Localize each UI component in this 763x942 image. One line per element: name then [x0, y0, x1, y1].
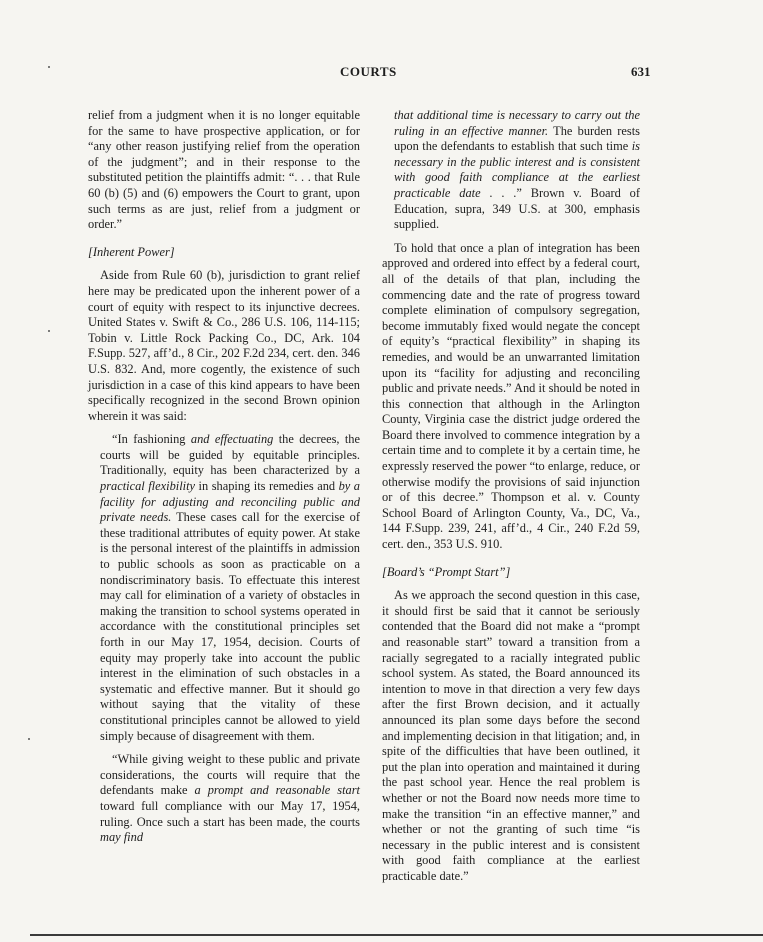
paragraph-practical-flexibility: To hold that once a plan of integration has been approved and ordered into effect by a federal court, all of the details of that plan, including the commencing date and the rate of progress toward complete elimination of compulsory segregation, become immutably fixed would negate the concept of equity’s “practical flexibility” in shaping its remedies, and would be an unwarranted limitation upon its “facility for adjusting and reconciling public and private needs.” And it should be noted in this connection that although in the Arlington County, Virginia case the district judge ordered the Board there involved to commence integration by a certain time and to complete it by a certain time, he expressly reserved the power “to enlarge, reduce, or otherwise modify the provisions of said injunction or of this decree.” Thompson et al. v. County School Board of Arlington County, Va., DC, Va., 144 F.Supp. 239, 241, aff’d., 4 Cir., 240 F.2d 59, cert. den., 353 U.S. 910. [382, 240, 640, 552]
paragraph-second-question: As we approach the second question in this case, it should first be said that it cannot be seriously contended that the Board did not make a “prompt and reasonable start” toward a transition from a racially segregated to a racially integrated public school system. As stated, the Board announced its intention to move in that direction a very few days after the first Brown decision, and it actually announced its plan some days before the second and implementing decision in that litigation; and, in spite of the difficulties that have been outlined, it put the plan into operation and maintained it during the past school year. Hence the real problem is whether or not the Board now needs more time to make the transition “in an effective manner,” and whether or not the granting of such time “is necessary in the public interest and is consistent with good faith compliance at the earliest practicable date.” [382, 588, 640, 883]
right-column [382, 108, 640, 885]
block-quote-prompt-start: “While giving weight to these public and private considerations, the courts will require that the defendants make a prompt and reasonable start toward full compliance with our May 17, 1954, ruling. Once such a start has been made, the courts may find [100, 752, 361, 845]
paragraph-rule-60-continuation: relief from a judgment when it is no longer equitable for the same to have prospective application, or for “any other reason justifying relief from the operation of the judgment”; and in their response to the substituted petition the plaintiffs admit: “. . . that Rule 60 (b) (5) and (6) empowers the Court to grant, upon such terms as are just, relief from a judgment or order.” [88, 108, 360, 232]
bottom-rule [30, 934, 763, 936]
running-header-title: COURTS [340, 64, 397, 79]
section-heading-prompt-start: [Board’s “Prompt Start”] [382, 564, 511, 579]
section-heading-inherent-power: [Inherent Power] [88, 244, 175, 259]
scan-speck [48, 330, 50, 332]
scan-speck [48, 66, 50, 68]
left-column [88, 108, 360, 846]
scan-speck [28, 738, 30, 740]
block-quote-continuation: that additional time is necessary to carry out the ruling in an effective manner. The burden rests upon the defendants to establish that such time is necessary in the public interest and is consistent with good faith compliance at the earliest practicable date . . .” Brown v. Board of Education, supra, 349 U.S. at 300, emphasis supplied. [394, 108, 640, 232]
paragraph-inherent-power: Aside from Rule 60 (b), jurisdiction to grant relief here may be predicated upon the inherent power of a court of equity with respect to its injunctive decrees. United States v. Swift & Co., 286 U.S. 106, 114-115; Tobin v. Little Rock Packing Co., DC, Ark. 104 F.Supp. 527, aff’d., 8 Cir., 202 F.2d 234, cert. den. 346 U.S. 832. And, more cogently, the existence of such jurisdiction in a case of this kind appears to have been specifically recognized in the second Brown opinion wherein it was said: [88, 268, 360, 423]
page-number: 631 [631, 64, 651, 79]
block-quote-brown-equity: “In fashioning and effectuating the decrees, the courts will be guided by equitable principles. Traditionally, equity has been characterized by a practical flexibility in shaping its remedies and by a facility for adjusting and reconciling public and private needs. These cases call for the exercise of these traditional attributes of equity power. At stake is the personal interest of the plaintiffs in admission to public schools as soon as practicable on a nondiscriminatory basis. To effectuate this interest may call for elimination of a variety of obstacles in making the transition to school systems operated in accordance with the constitutional principles set forth in our May 17, 1954, decision. Courts of equity may properly take into account the public interest in the elimination of such obstacles in a systematic and effective manner. But it should go without saying that the vitality of these constitutional principles cannot be allowed to yield simply because of disagreement with them. [100, 432, 361, 743]
